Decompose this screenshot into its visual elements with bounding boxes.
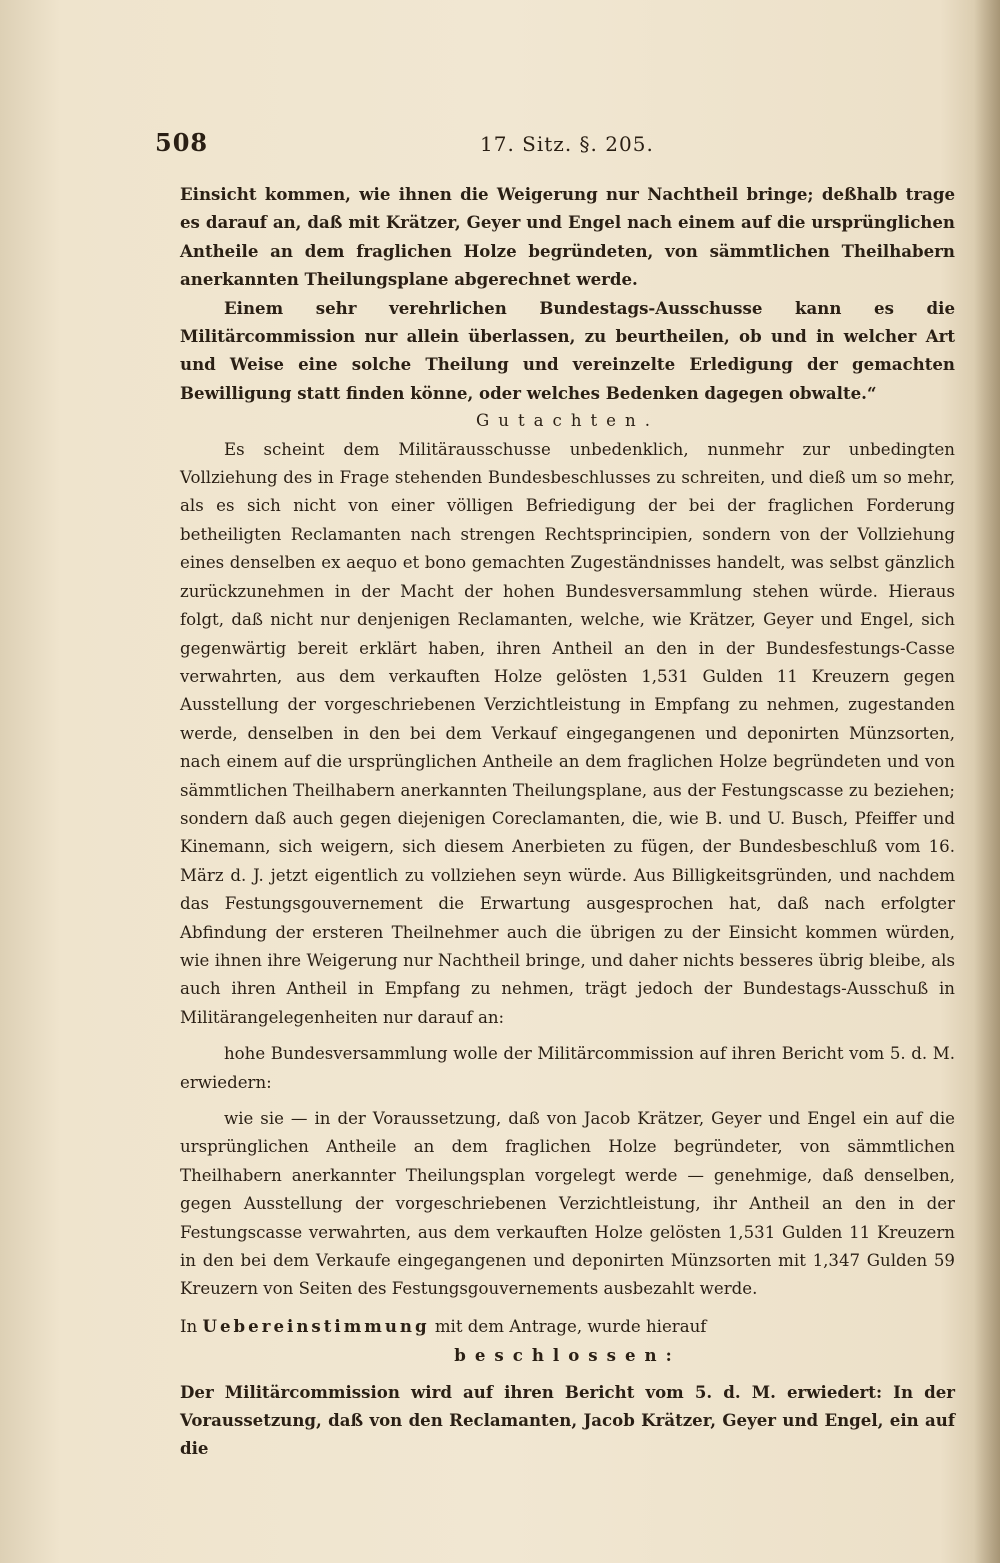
spacer bbox=[180, 1097, 955, 1105]
page-edge-shadow bbox=[974, 0, 1000, 1563]
heading-gutachten: Gutachten. bbox=[476, 411, 659, 431]
paragraph-commission-quote: Einem sehr verehrlichen Bundestags-Ausschusse kann es die Militärcommission nur allein überlassen, zu beurtheilen, ob und in welcher Art und Weise eine solche Theilung und vereinzelte Erledigung der gemachten Bewilligung statt finden könne, oder welches Bedenken dagegen obwalte.“ bbox=[180, 297, 955, 403]
spacer bbox=[180, 1304, 955, 1312]
paragraph-proposal-text: wie sie — in der Voraussetzung, daß von Jacob Krätzer, Geyer und Engel ein auf die ursprünglichen Antheile an dem fraglichen Holze begründeter, von sämmtlichen Theilhabern anerkannter Theilungsplan vorgelegt werde — genehmige, daß denselben, gegen Ausstellung der vorgeschriebenen Verzichtleistung, ihr Antheil an den in der Festungscasse verwahrten, aus dem verkauften Holze gelösten 1,531 Gulden 11 Kreuzern in den bei dem Verkaufe eingegangenen und deponirten Münzsorten mit 1,347 Gulden 59 Kreuzern von Seiten des Festungsgouvernements ausbezahlt werde. bbox=[180, 1109, 955, 1299]
paragraph-proposal: hohe Bundesversammlung wolle der Militärcommission auf ihren Bericht vom 5. d. M. erwiedern: bbox=[180, 1044, 955, 1092]
agreement-suffix: mit dem Antrage, wurde hierauf bbox=[429, 1316, 707, 1336]
page-number: 508 bbox=[155, 128, 209, 157]
paragraph-continuation: Einsicht kommen, wie ihnen die Weigerung nur Nachtheil bringe; deßhalb trage es darauf an, daß mit Krätzer, Geyer und Engel nach einem auf die ursprünglichen Antheile an dem fraglichen Holze begründeten, von sämmtlichen Theilhabern anerkannten Theilungsplane abgerechnet werde. bbox=[180, 184, 955, 290]
agreement-prefix: In bbox=[180, 1316, 203, 1336]
heading-beschlossen: beschlossen: bbox=[454, 1345, 681, 1366]
spacer bbox=[180, 1032, 955, 1040]
paragraph-resolution: Der Militärcommission wird auf ihren Bericht vom 5. d. M. erwiedert: In der Voraussetzung, daß von den Reclamanten, Jacob Krätzer, Geyer und Engel, ein auf die bbox=[180, 1381, 955, 1459]
paragraph-agreement bbox=[180, 1312, 955, 1341]
page-header bbox=[155, 128, 960, 168]
page-body bbox=[180, 180, 955, 1463]
running-head: 17. Sitz. §. 205. bbox=[480, 132, 654, 156]
agreement-spaced-word: Uebereinstimmung bbox=[202, 1315, 430, 1336]
spacer bbox=[180, 1370, 955, 1378]
paragraph-gutachten: Es scheint dem Militärausschusse unbedenklich, nunmehr zur unbedingten Vollziehung des in Frage stehenden Bundesbeschlusses zu schreiten, und dieß um so mehr, als es sich nicht von einer völligen Befriedigung der bei der fraglichen Forderung betheiligten Reclamanten nach strengen Rechtsprincipien, sondern von der Vollziehung eines denselben ex aequo et bono gemachten Zugeständnisses handelt, was selbst gänzlich zurückzunehmen in der Macht der hohen Bundesversammlung stehen würde. Hieraus folgt, daß nicht nur denjenigen Reclamanten, welche, wie Krätzer, Geyer und Engel, sich gegenwärtig bereit erklärt haben, ihren Antheil an den in der Bundesfestungs-Casse verwahrten, aus dem verkauften Holze gelösten 1,531 Gulden 11 Kreuzern gegen Ausstellung der vorgeschriebenen Verzichtleistung in Empfang zu nehmen, zugestanden werde, denselben in den bei dem Verkauf eingegangenen und deponirten Münzsorten, nach einem auf die ursprünglichen Antheile an dem fraglichen Holze begründeten und von sämmtlichen Theilhabern anerkannten Theilungsplane, aus der Festungscasse zu beziehen; sondern daß auch gegen diejenigen Coreclamanten, die, wie B. und U. Busch, Pfeiffer und Kinemann, sich weigern, sich diesem Anerbieten zu fügen, der Bundesbeschluß vom 16. März d. J. jetzt eigentlich zu vollziehen seyn würde. Aus Billigkeitsgründen, und nachdem das Festungsgouvernement die Erwartung ausgesprochen hat, daß nach erfolgter Abfindung der ersteren Theilnehmer auch die übrigen zu der Einsicht kommen würden, wie ihnen ihre Weigerung nur Nachtheil bringe, und daher nichts besseres übrig bleibe, als auch ihren Antheil in Empfang zu nehmen, trägt jedoch der Bundestags-Ausschuß in Militärangelegenheiten nur darauf an: bbox=[180, 439, 955, 1027]
